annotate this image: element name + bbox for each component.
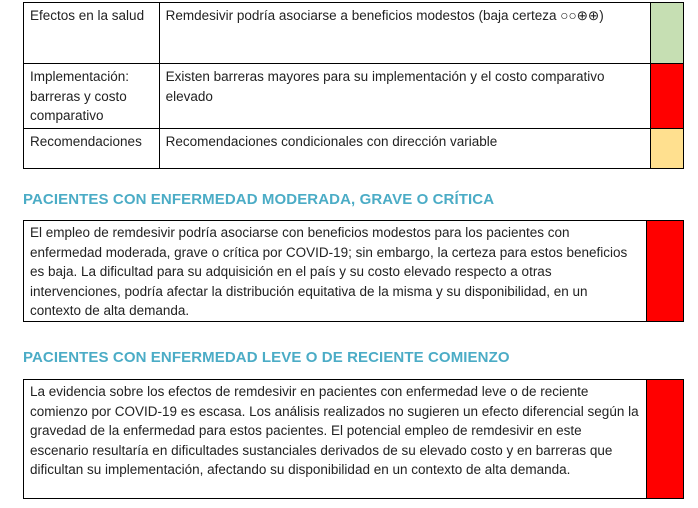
row-text: Recomendaciones condicionales con dirección variable — [159, 128, 650, 168]
color-indicator — [650, 64, 683, 129]
color-indicator — [650, 3, 683, 64]
section-text: La evidencia sobre los efectos de remdesivir en pacientes con enfermedad leve o de reciente comienzo por COVID-19 es escasa. Los análisis realizados no sugieren un efecto diferencial según la gravedad de la enfermedad para estos pacientes. El potencial empleo de remdesivir en este escenario resultaría en dificultades sustanciales derivados de su elevado costo y en barreras que dificultan su implementación, afectando su disponibilidad en un contexto de alta demanda. — [24, 380, 647, 498]
section-title-moderate: PACIENTES CON ENFERMEDAD MODERADA, GRAVE O CRÍTICA — [23, 191, 495, 208]
row-text: Remdesivir podría asociarse a beneficios modestos (baja certeza ○○⊕⊕) — [159, 3, 650, 64]
summary-table — [23, 2, 684, 169]
color-indicator — [650, 128, 683, 168]
section-title-mild: PACIENTES CON ENFERMEDAD LEVE O DE RECIENTE COMIENZO — [23, 349, 510, 366]
section-box-mild — [23, 379, 684, 499]
row-text: Existen barreras mayores para su implementación y el costo comparativo elevado — [159, 64, 650, 129]
table-row — [24, 128, 684, 168]
color-indicator — [647, 221, 683, 321]
section-text: El empleo de remdesivir podría asociarse con beneficios modestos para los pacientes con enfermedad moderada, grave o crítica por COVID-19; sin embargo, la certeza para estos beneficios es baja. La dificultad para su adquisición en el país y su costo elevado respecto a otras intervenciones, podría afectar la distribución equitativa de la misma y su disponibilidad, en un contexto de alta demanda. — [24, 221, 647, 321]
row-label: Recomendaciones — [24, 128, 160, 168]
row-label: Implementación: barreras y costo comparativo — [24, 64, 160, 129]
table-row — [24, 64, 684, 129]
row-label: Efectos en la salud — [24, 3, 160, 64]
section-box-moderate — [23, 220, 684, 322]
table-row — [24, 3, 684, 64]
color-indicator — [647, 380, 683, 498]
